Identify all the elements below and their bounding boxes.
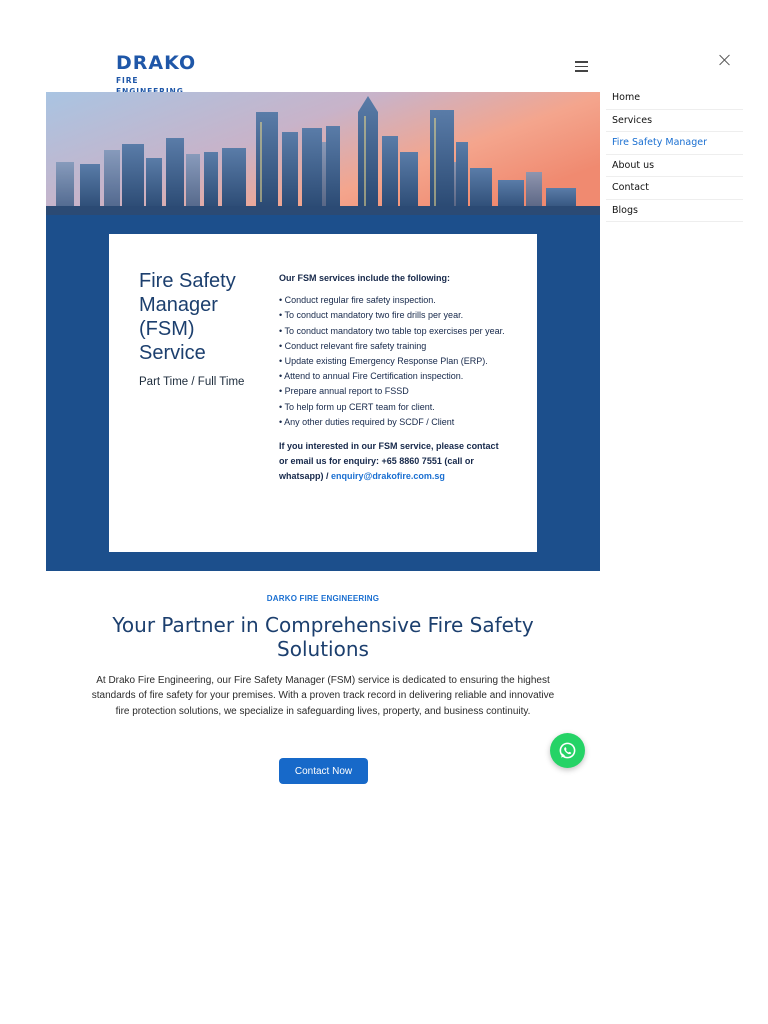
- hamburger-icon[interactable]: [575, 60, 589, 72]
- contact-now-button[interactable]: Contact Now: [279, 758, 368, 784]
- hero-section: [46, 92, 600, 571]
- fsm-subtitle: Part Time / Full Time: [139, 376, 245, 388]
- service-item: • To conduct mandatory two fire drills per year.: [279, 310, 464, 321]
- nav-item-services[interactable]: Services: [606, 110, 743, 133]
- enquiry-email-link[interactable]: enquiry@drakofire.com.sg: [331, 471, 445, 482]
- nav-item-blogs[interactable]: Blogs: [606, 200, 743, 223]
- service-item: • To conduct mandatory two table top exercises per year.: [279, 325, 505, 336]
- nav-item-contact[interactable]: Contact: [606, 177, 743, 200]
- brand-tagline: FIRE: [116, 76, 139, 85]
- nav-item-fire-safety-manager[interactable]: Fire Safety Manager: [606, 132, 743, 155]
- close-icon[interactable]: [719, 54, 731, 66]
- enquiry-block: [279, 439, 509, 485]
- brand-name: DRAKO: [116, 52, 197, 74]
- brand-logo[interactable]: [116, 53, 206, 97]
- section-kicker: DARKO FIRE ENGINEERING: [266, 594, 380, 603]
- fsm-services: [279, 271, 509, 485]
- service-item: • Any other duties required by SCDF / Client: [279, 416, 455, 427]
- partner-description: At Drako Fire Engineering, our Fire Safety Manager (FSM) service is dedicated to ensuring the highest standards of fire safety for your premises. With a proven track record in delivering reliable and innovative fire protection solutions, we specialize in safeguarding lives, property, and business continuity.: [91, 675, 555, 717]
- fsm-service-card: [109, 234, 537, 552]
- city-skyline-image: [46, 92, 600, 215]
- enquiry-text: If you interested in our FSM service, please contact or email us for enquiry: +65 8860 7551 (call or whatsapp) /: [279, 441, 499, 482]
- services-heading: Our FSM services include the following:: [279, 273, 451, 283]
- nav-item-about-us[interactable]: About us: [606, 155, 743, 178]
- side-navigation: [606, 87, 743, 222]
- service-item: • Attend to annual Fire Certification inspection.: [279, 371, 464, 382]
- service-item: • Conduct regular fire safety inspection.: [279, 295, 436, 306]
- service-item: • To help form up CERT team for client.: [279, 401, 435, 412]
- nav-item-home[interactable]: Home: [606, 87, 743, 110]
- services-list: [279, 293, 509, 430]
- whatsapp-icon[interactable]: [550, 733, 585, 768]
- partner-title: Your Partner in Comprehensive Fire Safety Solutions: [112, 613, 534, 661]
- fsm-title: Fire Safety Manager (FSM) Service: [139, 270, 236, 364]
- service-item: • Update existing Emergency Response Plan (ERP).: [279, 356, 488, 367]
- service-item: • Conduct relevant fire safety training: [279, 340, 427, 351]
- service-item: • Prepare annual report to FSSD: [279, 386, 409, 397]
